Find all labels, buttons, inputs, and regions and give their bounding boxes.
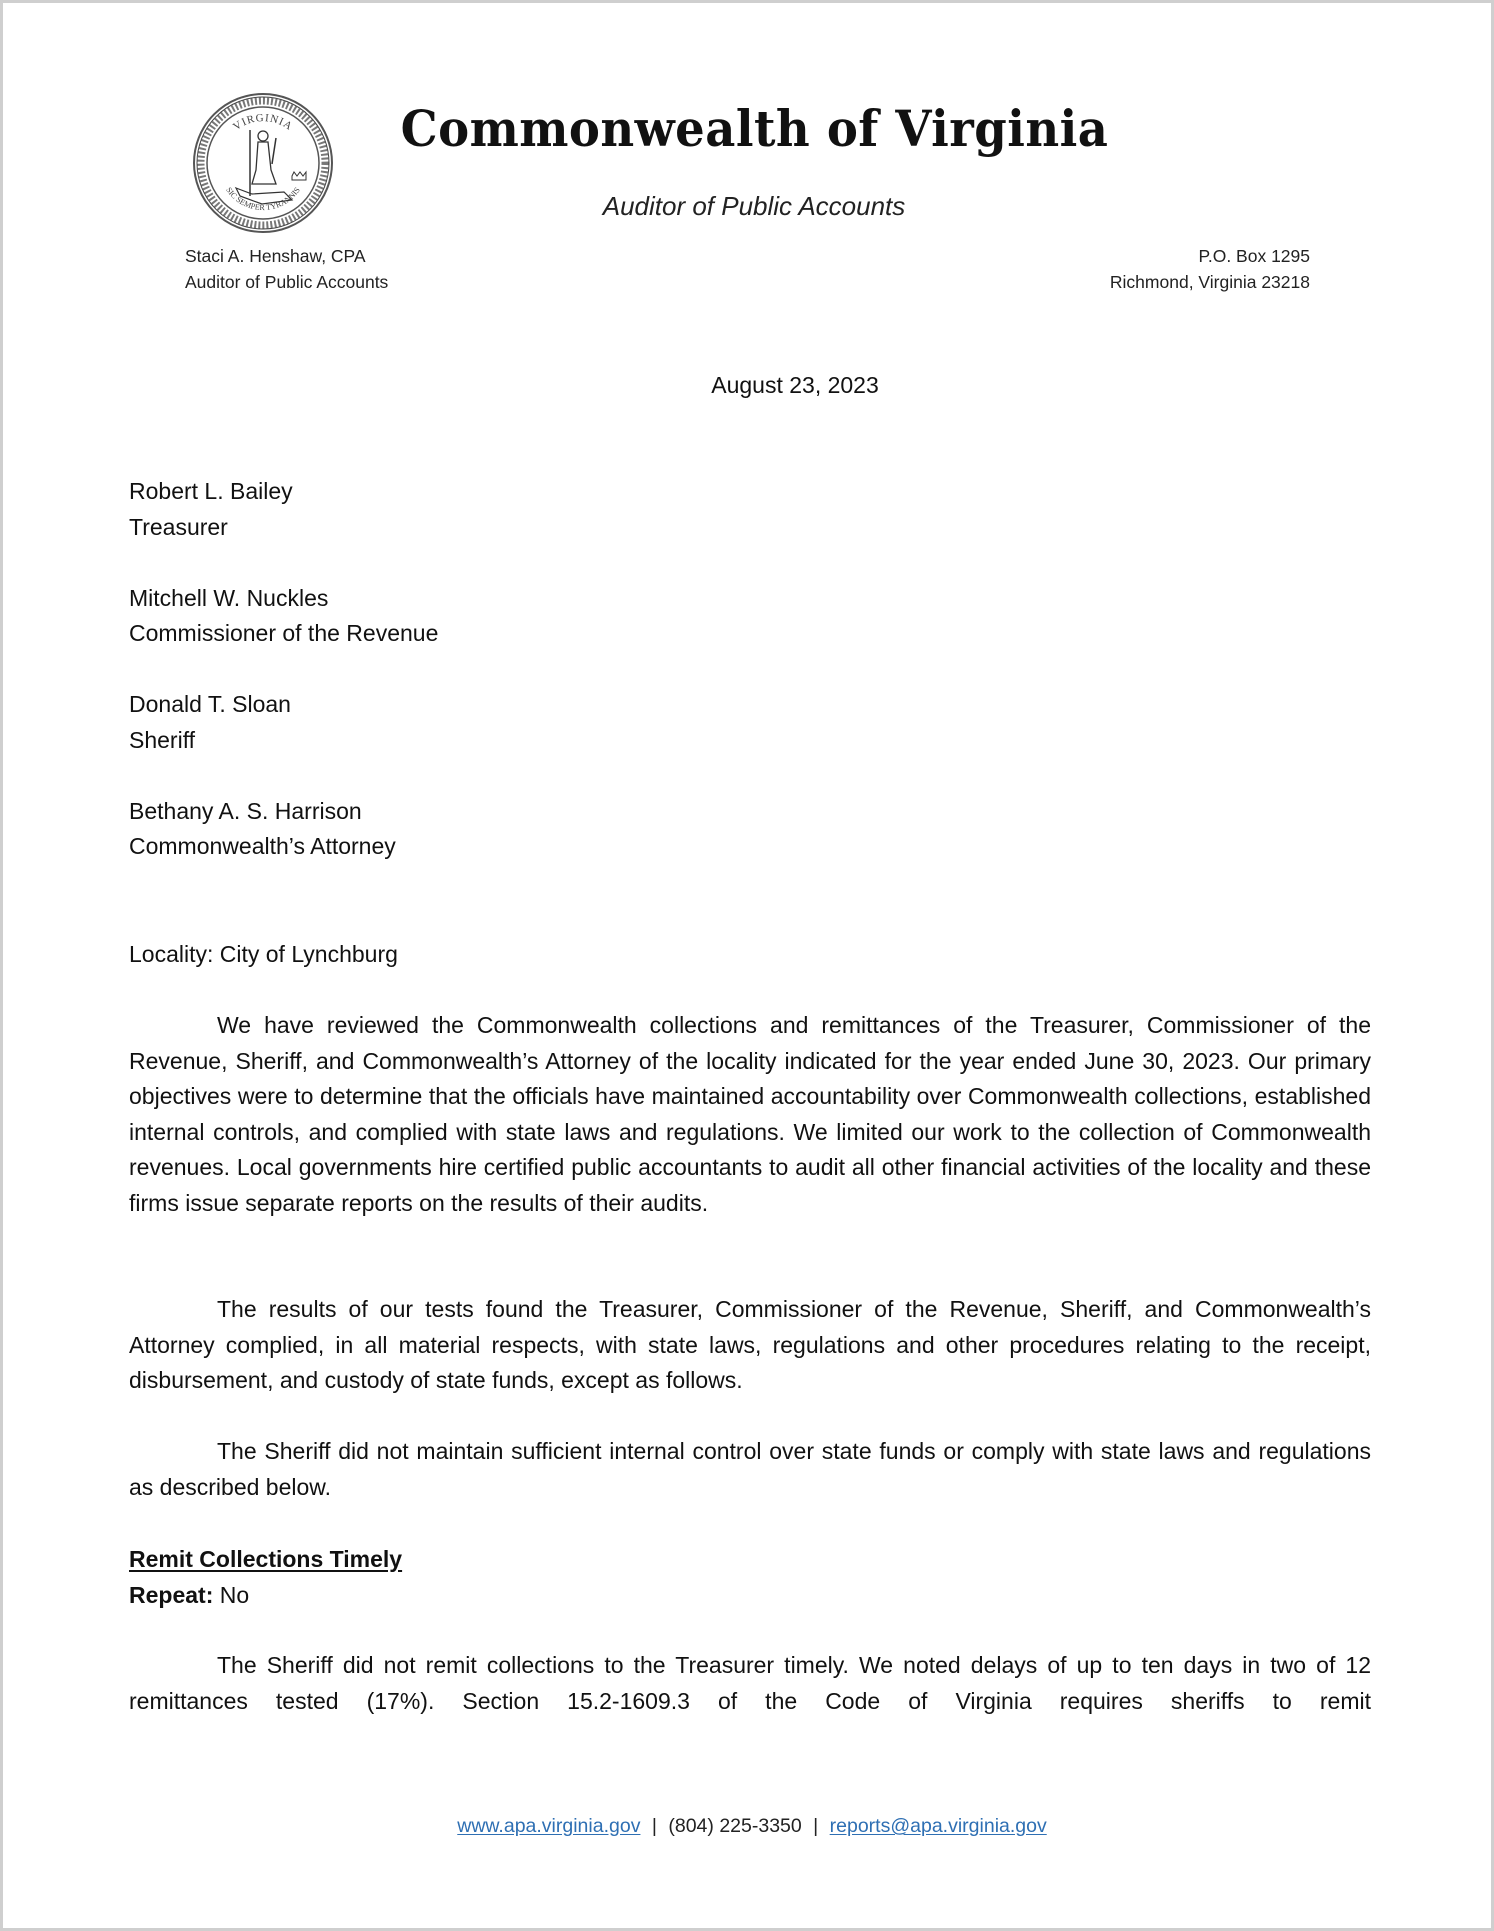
finding-repeat	[129, 1578, 249, 1614]
paragraph-text: We have reviewed the Commonwealth collections and remittances of the Treasurer, Commissioner of the Revenue, Sheriff, and Commonwealth’s Attorney of the locality indicated for the year ended June 30, 2023. Our primary objectives were to determine that the officials have maintained accountability over Commonwealth collections, established internal controls, and complied with state laws and regulations. We limited our work to the collection of Commonwealth revenues. Local governments hire certified public accountants to audit all other financial activities of the locality and these firms issue separate reports on the results of their audits.	[129, 1012, 1371, 1216]
paragraph-results	[129, 1292, 1371, 1399]
recipients	[129, 474, 438, 900]
recipient	[129, 581, 438, 652]
auditor-name: Staci A. Henshaw, CPA	[185, 246, 366, 266]
recipient-title: Treasurer	[129, 513, 228, 540]
finding-heading: Remit Collections Timely	[129, 1546, 403, 1572]
address-line-1: P.O. Box 1295	[1198, 246, 1310, 266]
auditor-block	[185, 243, 388, 295]
paragraph-text: The Sheriff did not remit collections to the Treasurer timely. We noted delays of up to ten days in two of 12 remittances tested (17%). Section 15.2-1609.3 of the Code of Virginia requires sheriffs to remit	[129, 1652, 1371, 1714]
recipient-name: Mitchell W. Nuckles	[129, 584, 329, 611]
paragraph-finding	[129, 1648, 1371, 1719]
svg-text:SIC SEMPER TYRANNIS: SIC SEMPER TYRANNIS	[224, 185, 302, 213]
recipient-title: Commonwealth’s Attorney	[129, 833, 396, 859]
address-line-2: Richmond, Virginia 23218	[1109, 272, 1310, 292]
letterhead-title: Commonwealth of Virginia	[400, 99, 1108, 158]
recipient-title: Sheriff	[129, 726, 196, 753]
recipient-name: Robert L. Bailey	[129, 478, 293, 504]
mailing-address	[1110, 243, 1310, 295]
footer-separator: |	[651, 1815, 657, 1837]
paragraph-sheriff-summary	[129, 1434, 1371, 1505]
website-link[interactable]: www.apa.virginia.gov	[457, 1815, 641, 1837]
phone-number: (804) 225-3350	[668, 1815, 802, 1837]
repeat-value: No	[219, 1582, 250, 1608]
letterhead-subtitle: Auditor of Public Accounts	[602, 191, 906, 221]
paragraph-scope	[129, 1008, 1371, 1221]
recipient-title: Commissioner of the Revenue	[129, 620, 439, 646]
paragraph-text: The Sheriff did not maintain sufficient internal control over state funds or comply with state laws and regulations as described below.	[129, 1438, 1371, 1500]
svg-text:VIRGINIA: VIRGINIA	[231, 111, 295, 134]
recipient	[129, 794, 438, 865]
auditor-title: Auditor of Public Accounts	[185, 272, 389, 292]
email-link[interactable]: reports@apa.virginia.gov	[829, 1815, 1047, 1837]
recipient-name: Donald T. Sloan	[129, 691, 291, 717]
paragraph-text: The results of our tests found the Treasurer, Commissioner of the Revenue, Sheriff, and Commonwealth’s Attorney complied, in all material respects, with state laws, regulations and other procedures relating to the receipt, disbursement, and custody of state funds, except as follows.	[129, 1296, 1371, 1393]
locality-line: Locality: City of Lynchburg	[129, 941, 398, 967]
letter-date: August 23, 2023	[711, 372, 879, 398]
repeat-label: Repeat:	[129, 1582, 214, 1608]
recipient	[129, 474, 438, 545]
recipient	[129, 687, 438, 758]
footer-contact	[3, 1815, 1494, 1838]
footer-separator: |	[813, 1815, 819, 1837]
recipient-name: Bethany A. S. Harrison	[129, 797, 362, 824]
